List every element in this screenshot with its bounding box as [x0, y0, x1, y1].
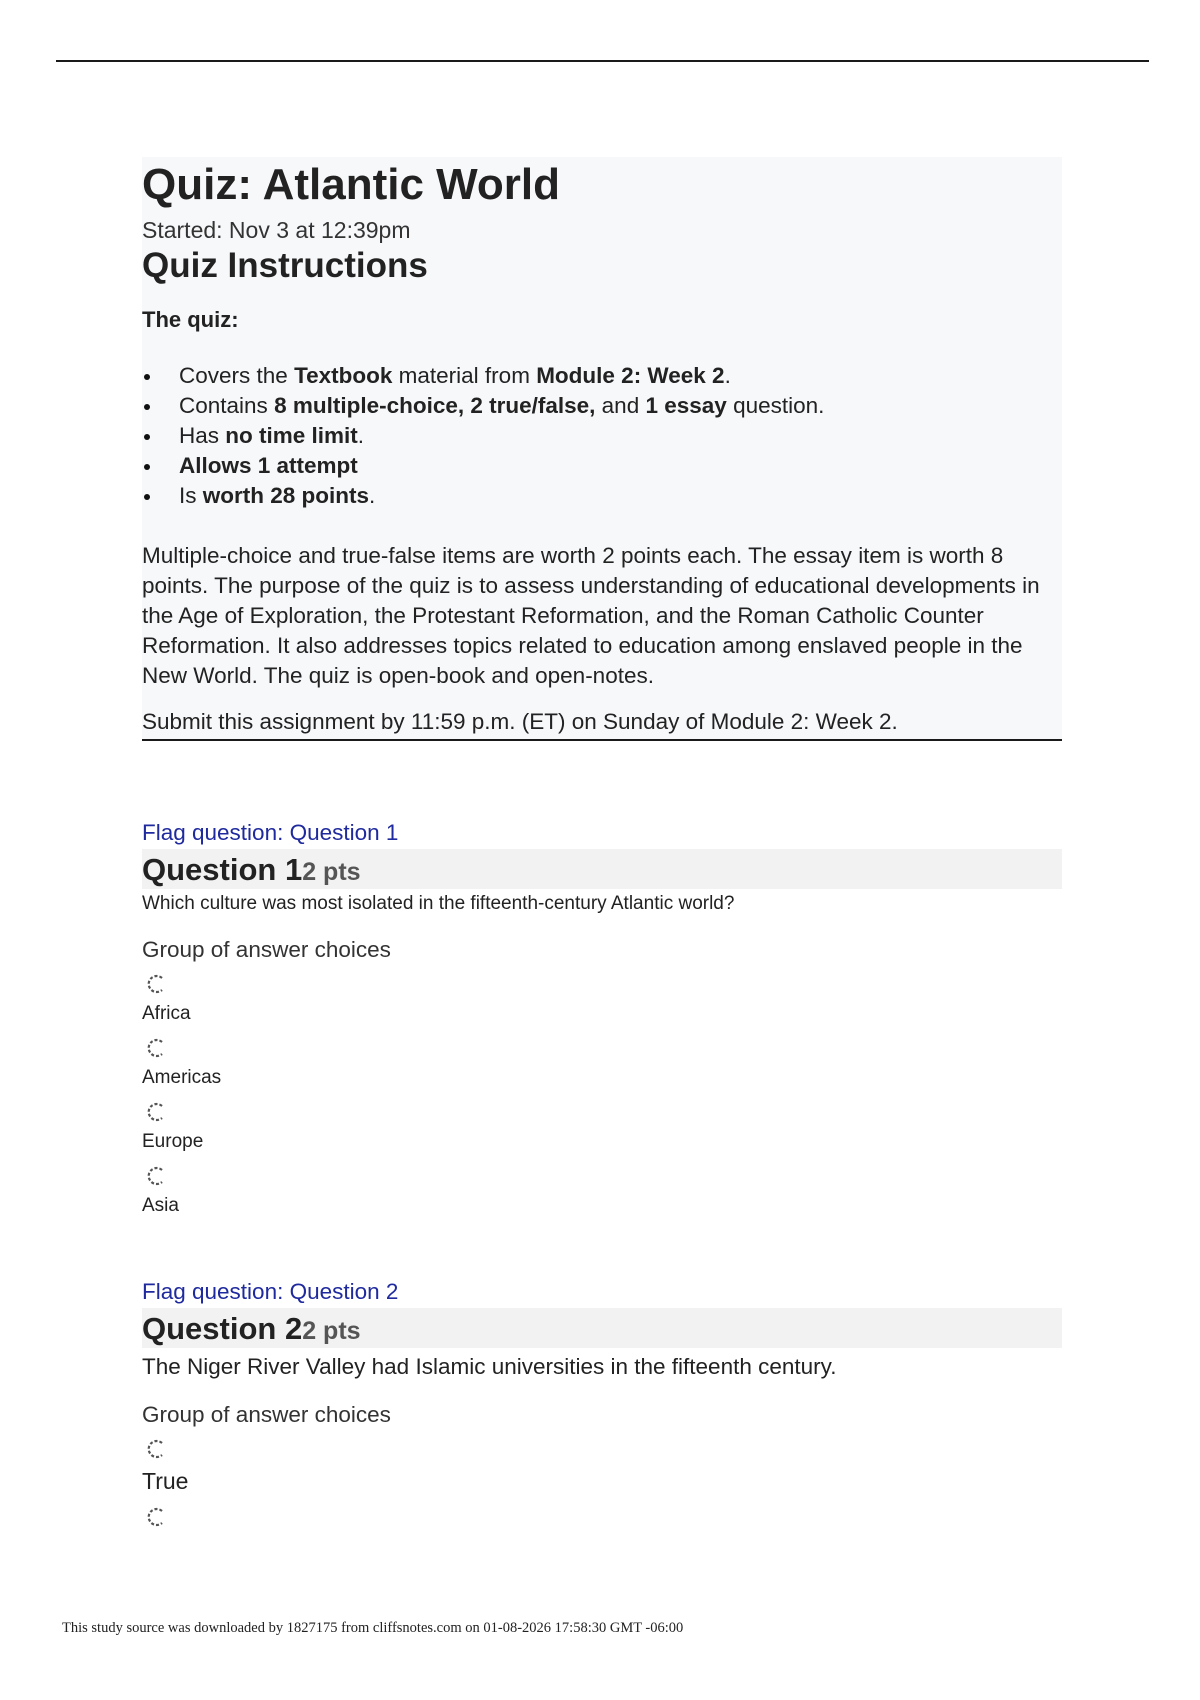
question-2	[142, 1277, 1062, 1532]
loading-radio-icon	[142, 1502, 168, 1532]
radio-button[interactable]	[142, 1502, 168, 1532]
radio-button[interactable]	[142, 1097, 168, 1127]
question-2-points: 2 pts	[302, 1317, 361, 1345]
submit-deadline: Submit this assignment by 11:59 p.m. (ET) on Sunday of Module 2: Week 2.	[142, 709, 898, 734]
quiz-rule-item	[142, 391, 1062, 421]
loading-radio-icon	[142, 1434, 168, 1464]
quiz-instructions-panel	[142, 157, 1062, 741]
flag-question-1-link[interactable]: Flag question: Question 1	[142, 820, 399, 845]
question-1-header	[142, 849, 1062, 889]
question-1-text: Which culture was most isolated in the fifteenth-century Atlantic world?	[142, 893, 735, 914]
loading-radio-icon	[142, 1097, 168, 1127]
radio-button[interactable]	[142, 1161, 168, 1191]
rule-emphasis: worth 28 points	[202, 483, 370, 508]
radio-button[interactable]	[142, 1434, 168, 1464]
answer-choice[interactable]	[142, 1097, 1062, 1157]
loading-radio-icon	[142, 969, 168, 999]
rule-text: Covers the	[179, 363, 295, 388]
question-1	[142, 818, 1062, 1221]
source-footer-note: This study source was downloaded by 1827175 from cliffsnotes.com on 01-08-2026 17:58:30 GMT -06:00	[62, 1620, 684, 1636]
rule-emphasis: Textbook	[294, 363, 393, 388]
loading-radio-icon	[142, 1033, 168, 1063]
rule-emphasis: Module 2: Week 2	[536, 363, 725, 388]
rule-text: Has	[179, 423, 226, 448]
started-timestamp: Started: Nov 3 at 12:39pm	[142, 217, 411, 243]
question-2-choices	[142, 1434, 1062, 1498]
answer-choice-label: True	[142, 1468, 189, 1494]
answer-choice-label: Africa	[142, 1003, 191, 1024]
rule-emphasis: 8 multiple-choice, 2 true/false,	[274, 393, 596, 418]
rule-text: .	[357, 423, 365, 448]
rule-emphasis: 1 essay	[645, 393, 727, 418]
answer-choice[interactable]	[142, 969, 1062, 1029]
answer-choice-label: Asia	[142, 1195, 179, 1216]
question-2-extra-choice	[142, 1502, 1062, 1532]
rule-emphasis: Allows 1 attempt	[179, 453, 358, 478]
answer-choice[interactable]	[142, 1161, 1062, 1221]
rule-emphasis: no time limit	[225, 423, 358, 448]
rule-text: Contains	[179, 393, 275, 418]
answer-choice-label: Americas	[142, 1067, 222, 1088]
quiz-rule-item	[142, 361, 1062, 391]
quiz-rule-item	[142, 481, 1062, 511]
radio-button[interactable]	[142, 969, 168, 999]
quiz-subheading: The quiz:	[142, 307, 239, 332]
question-2-choices-label: Group of answer choices	[142, 1402, 391, 1427]
top-divider	[56, 60, 1149, 62]
instructions-heading: Quiz Instructions	[142, 246, 428, 285]
radio-button[interactable]	[142, 1033, 168, 1063]
answer-choice[interactable]	[142, 1033, 1062, 1093]
rule-text: and	[595, 393, 646, 418]
rule-text: material from	[392, 363, 537, 388]
question-1-choices	[142, 969, 1062, 1221]
quiz-intro	[142, 157, 1062, 741]
rule-text: question.	[726, 393, 825, 418]
question-1-title: Question 1	[142, 852, 303, 887]
quiz-rule-item	[142, 451, 1062, 481]
answer-choice[interactable]	[142, 1434, 1062, 1498]
question-1-choices-label: Group of answer choices	[142, 937, 391, 962]
rule-text: .	[724, 363, 731, 388]
question-1-points: 2 pts	[302, 858, 361, 886]
loading-radio-icon	[142, 1161, 168, 1191]
answer-choice-label: Europe	[142, 1131, 204, 1152]
question-2-text: The Niger River Valley had Islamic universities in the fifteenth century.	[142, 1354, 837, 1379]
quiz-rule-item	[142, 421, 1062, 451]
quiz-title: Quiz: Atlantic World	[142, 160, 560, 209]
quiz-rules-list	[142, 361, 1062, 511]
rule-text: Is	[179, 483, 203, 508]
quiz-description: Multiple-choice and true-false items are worth 2 points each. The essay item is worth 8 points. The purpose of the quiz is to assess understanding of educational developments in the Age of Exploration, the Protestant Reformation, and the Roman Catholic Counter Reformation. It also addresses topics related to education among enslaved people in the New World. The quiz is open-book and open-notes.	[142, 543, 1040, 688]
question-2-header	[142, 1308, 1062, 1348]
rule-text: .	[369, 483, 376, 508]
flag-question-2-link[interactable]: Flag question: Question 2	[142, 1279, 399, 1304]
question-2-title: Question 2	[142, 1311, 303, 1346]
